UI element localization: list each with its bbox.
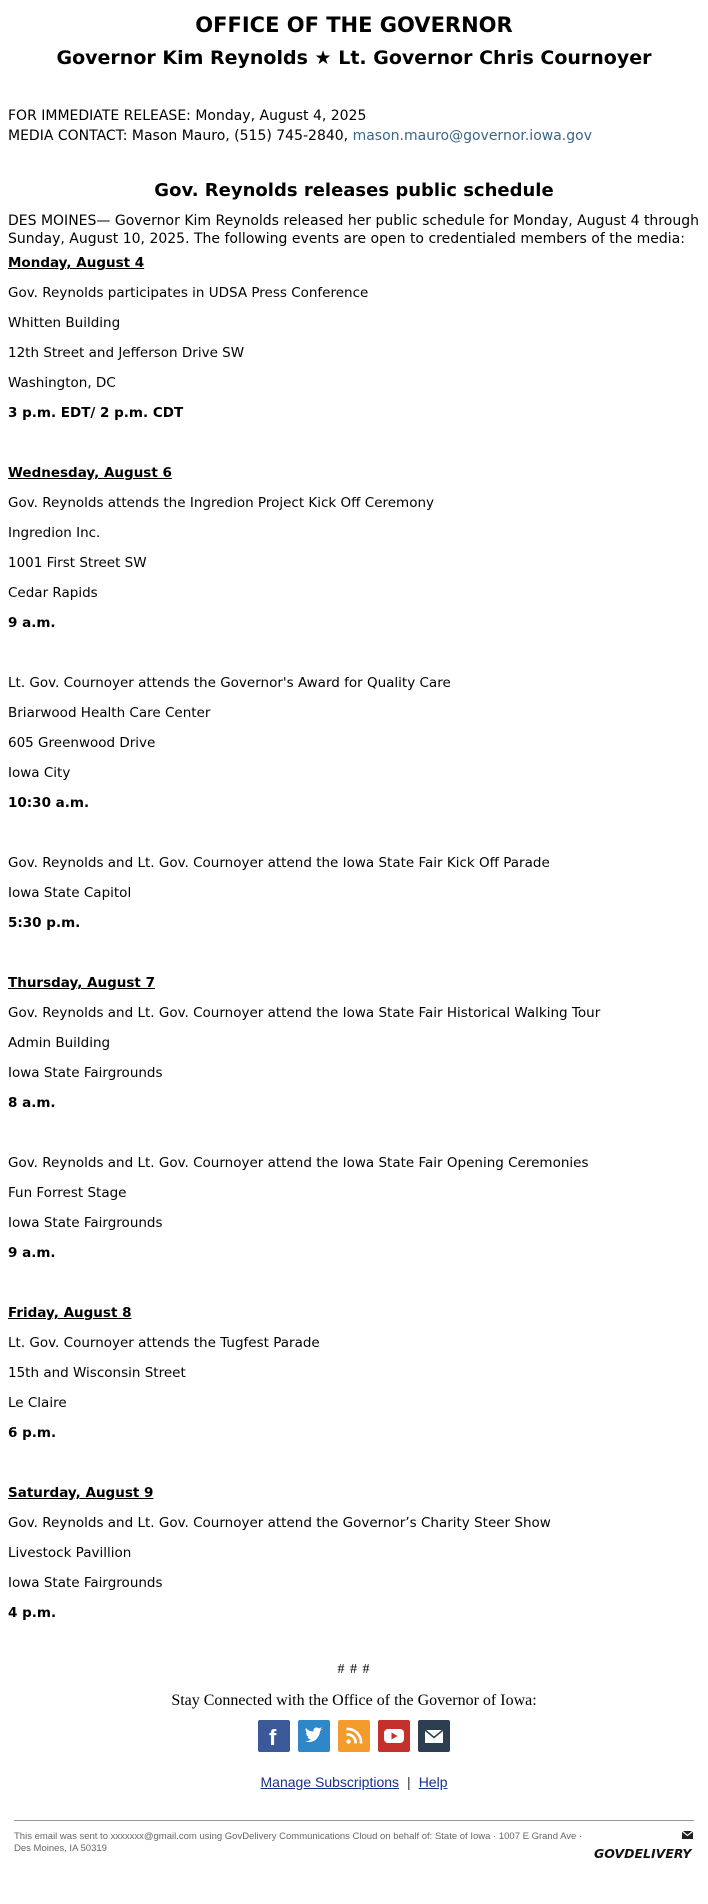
media-contact-text: MEDIA CONTACT: Mason Mauro, (515) 745-2840, xyxy=(8,128,353,144)
event-location-line: Ingredion Inc. xyxy=(8,525,101,541)
schedule xyxy=(0,248,708,1628)
email-button[interactable] xyxy=(418,1720,450,1752)
footer-divider xyxy=(14,1820,694,1821)
day-block xyxy=(8,1448,700,1628)
event-location-line: Livestock Pavillion xyxy=(8,1545,132,1561)
event-location-line: Fun Forrest Stage xyxy=(8,1185,127,1201)
event-location-line: Washington, DC xyxy=(8,375,116,391)
office-title: OFFICE OF THE GOVERNOR xyxy=(195,13,513,37)
spacer xyxy=(8,1448,700,1478)
help-link[interactable]: Help xyxy=(418,1774,448,1790)
subscription-links xyxy=(0,1774,708,1790)
intro-paragraph: DES MOINES— Governor Kim Reynolds released her public schedule for Monday, August 4 through Sunday, August 10, 2025. The following events are open to credentialed members of the media: xyxy=(8,213,699,247)
media-contact-email-link[interactable]: mason.mauro@governor.iowa.gov xyxy=(352,128,592,144)
event-location-line: Iowa State Capitol xyxy=(8,885,132,901)
release-date: FOR IMMEDIATE RELEASE: Monday, August 4, 2025 xyxy=(8,108,367,124)
end-marker: # # # xyxy=(337,1662,371,1677)
manage-subscriptions-link[interactable]: Manage Subscriptions xyxy=(260,1774,400,1790)
day-heading: Friday, August 8 xyxy=(8,1305,132,1321)
link-separator: | xyxy=(407,1774,411,1790)
event-title: Lt. Gov. Cournoyer attends the Tugfest Parade xyxy=(8,1335,320,1351)
event-title: Gov. Reynolds and Lt. Gov. Cournoyer attend the Iowa State Fair Historical Walking Tour xyxy=(8,1005,601,1021)
event-title: Gov. Reynolds and Lt. Gov. Cournoyer attend the Governor’s Charity Steer Show xyxy=(8,1515,551,1531)
govdelivery-logo[interactable] xyxy=(594,1831,694,1865)
social-links xyxy=(0,1720,708,1752)
header xyxy=(0,0,708,72)
media-contact xyxy=(8,126,700,146)
governor-line xyxy=(0,44,708,72)
day-heading: Wednesday, August 6 xyxy=(8,465,172,481)
event-location-line: Admin Building xyxy=(8,1035,111,1051)
twitter-icon xyxy=(298,1720,330,1752)
event-location-line: 1001 First Street SW xyxy=(8,555,147,571)
event-time: 8 a.m. xyxy=(8,1095,56,1111)
twitter-button[interactable] xyxy=(298,1720,330,1752)
day-heading: Monday, August 4 xyxy=(8,255,145,271)
day-block xyxy=(8,428,700,938)
day-heading: Saturday, August 9 xyxy=(8,1485,154,1501)
facebook-button[interactable] xyxy=(258,1720,290,1752)
spacer xyxy=(8,1118,700,1148)
event-location-line: Iowa State Fairgrounds xyxy=(8,1575,163,1591)
headline: Gov. Reynolds releases public schedule xyxy=(154,180,554,201)
event-time: 4 p.m. xyxy=(8,1605,57,1621)
event-location-line: Iowa City xyxy=(8,765,71,781)
day-block xyxy=(8,248,700,428)
governor-name: Governor Kim Reynolds xyxy=(56,47,308,69)
rss-icon xyxy=(338,1720,370,1752)
event-title: Gov. Reynolds and Lt. Gov. Cournoyer attend the Iowa State Fair Kick Off Parade xyxy=(8,855,550,871)
event-title: Lt. Gov. Cournoyer attends the Governor's Award for Quality Care xyxy=(8,675,451,691)
event-location-line: Le Claire xyxy=(8,1395,67,1411)
event-time: 6 p.m. xyxy=(8,1425,57,1441)
event-time: 10:30 a.m. xyxy=(8,795,90,811)
event-location-line: Whitten Building xyxy=(8,315,121,331)
event-location-line: Iowa State Fairgrounds xyxy=(8,1065,163,1081)
event-location-line: Briarwood Health Care Center xyxy=(8,705,211,721)
event-time: 3 p.m. EDT/ 2 p.m. CDT xyxy=(8,405,184,421)
email-icon xyxy=(418,1720,450,1752)
event-location-line: 12th Street and Jefferson Drive SW xyxy=(8,345,245,361)
rss-button[interactable] xyxy=(338,1720,370,1752)
event-time: 9 a.m. xyxy=(8,1245,56,1261)
facebook-icon xyxy=(258,1720,290,1752)
event-location-line: 15th and Wisconsin Street xyxy=(8,1365,186,1381)
spacer xyxy=(8,428,700,458)
event-title: Gov. Reynolds participates in UDSA Press Conference xyxy=(8,285,369,301)
lt-governor-name: Lt. Governor Chris Cournoyer xyxy=(338,47,652,69)
event-location-line: 605 Greenwood Drive xyxy=(8,735,156,751)
svg-text:f: f xyxy=(269,1725,277,1750)
day-heading: Thursday, August 7 xyxy=(8,975,155,991)
spacer xyxy=(8,1268,700,1298)
youtube-icon xyxy=(378,1720,410,1752)
govdelivery-logo-text: GOVDELIVERY xyxy=(594,1846,692,1861)
youtube-button[interactable] xyxy=(378,1720,410,1752)
event-location-line: Cedar Rapids xyxy=(8,585,98,601)
spacer xyxy=(8,638,700,668)
event-title: Gov. Reynolds and Lt. Gov. Cournoyer attend the Iowa State Fair Opening Ceremonies xyxy=(8,1155,589,1171)
spacer xyxy=(8,938,700,968)
day-block xyxy=(8,1268,700,1448)
event-title: Gov. Reynolds attends the Ingredion Project Kick Off Ceremony xyxy=(8,495,435,511)
star-icon: ★ xyxy=(314,47,332,69)
day-block xyxy=(8,938,700,1268)
spacer xyxy=(8,818,700,848)
release-info xyxy=(0,106,708,146)
footer xyxy=(14,1831,694,1871)
event-location-line: Iowa State Fairgrounds xyxy=(8,1215,163,1231)
event-time: 5:30 p.m. xyxy=(8,915,81,931)
stay-connected-text: Stay Connected with the Office of the Governor of Iowa: xyxy=(171,1692,537,1709)
event-time: 9 a.m. xyxy=(8,615,56,631)
footer-text: This email was sent to xxxxxxx@gmail.com using GovDelivery Communications Cloud on behalf of: State of Iowa · 1007 E Grand Ave · Des Moines, IA 50319 xyxy=(14,1831,583,1854)
